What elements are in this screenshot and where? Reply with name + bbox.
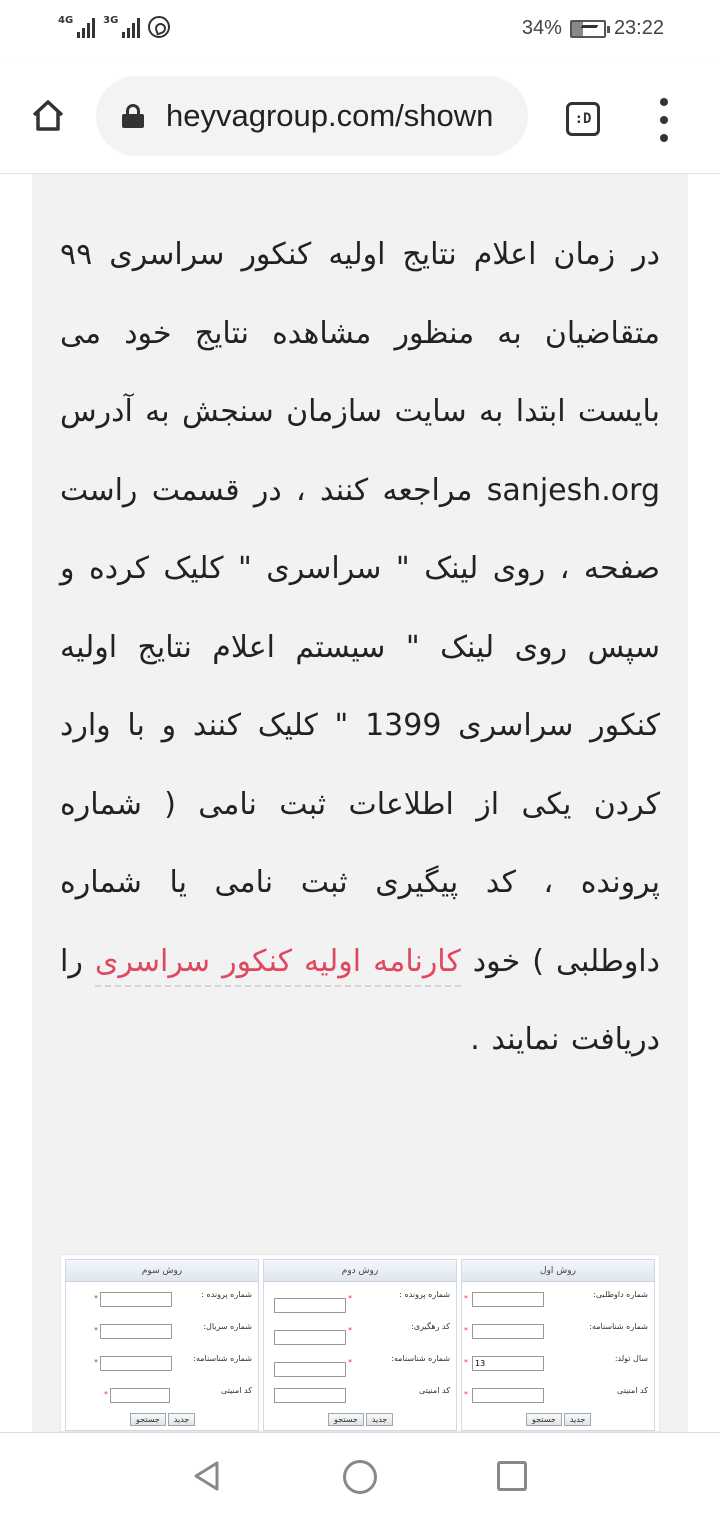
form-panel-3: روش سوم شماره پرونده : * شماره سریال: * شماره شناسنامه: * کد امنیتی * جستجو جدید <box>65 1259 259 1431</box>
field-label: کد امنیتی <box>419 1386 450 1395</box>
search-button: جستجو <box>328 1413 364 1426</box>
network-type-2: 3G <box>103 15 119 26</box>
home-circle-icon[interactable] <box>343 1460 377 1494</box>
new-button: جدید <box>564 1413 592 1426</box>
field-input <box>472 1292 544 1307</box>
article-text-2: را دریافت نمایند . <box>60 943 660 1057</box>
field-label: شماره شناسنامه: <box>193 1354 252 1363</box>
field-label: کد امنیتی <box>221 1386 252 1395</box>
field-input <box>274 1330 346 1345</box>
field-label: شماره شناسنامه: <box>391 1354 450 1363</box>
page-content[interactable] <box>0 174 720 1432</box>
menu-icon <box>660 98 668 106</box>
status-time: 23:22 <box>613 17 664 39</box>
field-label: کد رهگیری: <box>411 1322 450 1331</box>
tabs-button[interactable] <box>566 102 600 136</box>
browser-toolbar <box>0 62 720 174</box>
home-icon <box>28 96 68 136</box>
url-text: heyvagroup.com/shown <box>166 98 494 133</box>
field-input <box>472 1324 544 1339</box>
field-label: شماره پرونده : <box>399 1290 450 1299</box>
field-label: شماره شناسنامه: <box>589 1322 648 1331</box>
article-text-1: در زمان اعلام نتایج اولیه کنکور سراسری ۹۹ متقاضیان به منظور مشاهده نتایج خود می بایست ابتدا به سایت سازمان سنجش به آدرس sanjesh.org مراجعه کنند ، در قسمت راست صفحه ، روی لینک " سراسری " کلیک کرده و سپس روی لینک " سیستم اعلام نتایج اولیه کنکور سراسری 1399 " کلیک کنند و با وارد کردن یکی از اطلاعات ثبت نامی ( شماره پرونده ، کد پیگیری ثبت نامی یا شماره داوطلبی ) خود <box>60 237 661 979</box>
home-button[interactable] <box>28 96 68 136</box>
field-input <box>100 1324 172 1339</box>
panel-title: روش دوم <box>264 1260 456 1282</box>
lock-icon <box>122 104 144 128</box>
panel-title: روش اول <box>462 1260 654 1282</box>
search-button: جستجو <box>526 1413 562 1426</box>
recent-apps-icon[interactable] <box>497 1461 527 1491</box>
form-panel-2: روش دوم شماره پرونده : * کد رهگیری: * شماره شناسنامه: * کد امنیتی جستجو جدید <box>263 1259 457 1431</box>
battery-charging-icon <box>570 20 606 38</box>
form-panel-1: روش اول شماره داوطلبی: * شماره شناسنامه: * سال تولد: * 13 کد امنیتی * جستجو جدید <box>461 1259 655 1431</box>
menu-button[interactable] <box>652 98 676 142</box>
field-input <box>472 1388 544 1403</box>
url-bar[interactable] <box>96 76 528 156</box>
signal-icon <box>103 16 140 38</box>
report-card-link[interactable]: کارنامه اولیه کنکور سراسری <box>95 944 461 987</box>
field-input: 13 <box>472 1356 544 1371</box>
status-bar <box>0 0 720 62</box>
system-nav-bar <box>0 1432 720 1520</box>
article-paragraph <box>60 216 660 1080</box>
field-input <box>274 1298 346 1313</box>
article-card <box>32 174 688 1432</box>
field-input <box>274 1388 346 1403</box>
new-button: جدید <box>168 1413 196 1426</box>
status-right <box>522 17 664 40</box>
battery-percent: 34% <box>521 17 562 39</box>
network-type-1: 4G <box>58 15 74 26</box>
back-icon[interactable] <box>190 1459 224 1493</box>
search-button: جستجو <box>130 1413 166 1426</box>
field-label: شماره داوطلبی: <box>593 1290 648 1299</box>
signal-icon <box>58 16 95 38</box>
field-label: کد امنیتی <box>617 1386 648 1395</box>
field-input <box>100 1356 172 1371</box>
field-label: سال تولد: <box>614 1354 648 1363</box>
field-input <box>110 1388 170 1403</box>
embedded-form-image <box>60 1254 660 1432</box>
new-button: جدید <box>366 1413 394 1426</box>
field-label: شماره سریال: <box>203 1322 252 1331</box>
whatsapp-icon <box>148 16 170 38</box>
field-input <box>100 1292 172 1307</box>
panel-title: روش سوم <box>66 1260 258 1282</box>
status-left <box>58 16 170 38</box>
field-label: شماره پرونده : <box>201 1290 252 1299</box>
tabs-icon: :D <box>574 111 592 127</box>
field-input <box>274 1362 346 1377</box>
